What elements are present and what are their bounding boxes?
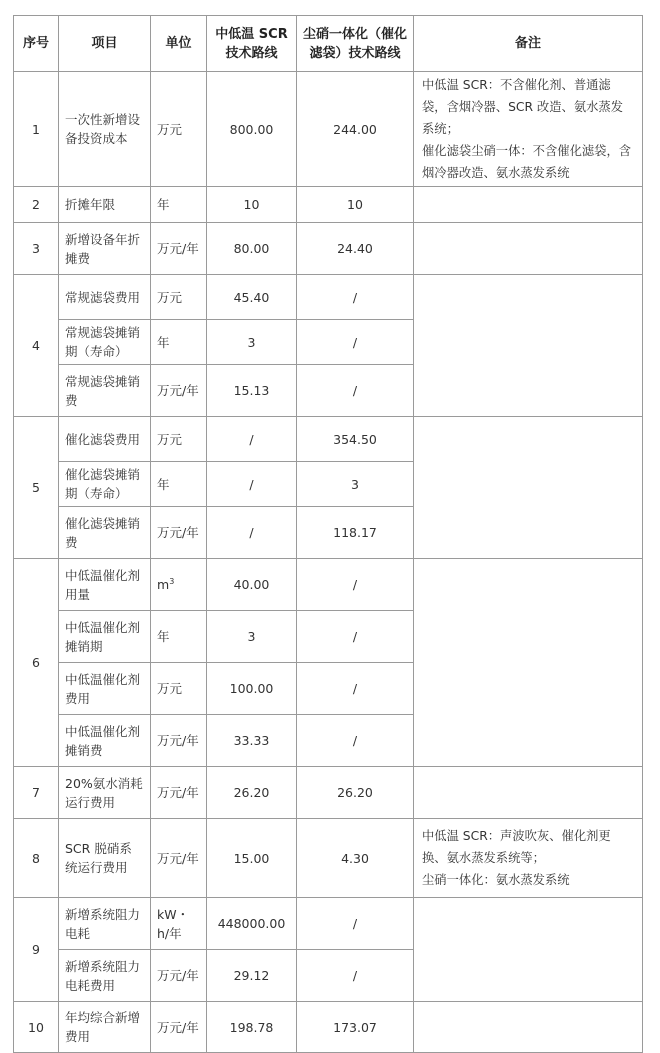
unit-cell [151, 611, 207, 663]
table-row [14, 72, 643, 187]
integrated-value-cell: 10 [297, 187, 414, 223]
table-row [14, 275, 643, 320]
item-cell: 中低温催化剂用量 [59, 559, 151, 611]
unit-cell [151, 507, 207, 559]
table-row [14, 187, 643, 223]
unit-text: kW・h/年 [157, 906, 190, 941]
header-route-scr: 中低温 SCR 技术路线 [207, 16, 297, 72]
row-seq: 7 [14, 767, 59, 819]
scr-value-cell: 29.12 [207, 950, 297, 1002]
integrated-value-cell: 3 [297, 462, 414, 507]
unit-text: 万元 [157, 431, 183, 447]
remark-cell [414, 819, 643, 898]
unit-text: m [157, 577, 170, 592]
header-unit: 单位 [151, 16, 207, 72]
table-row [14, 1002, 643, 1053]
unit-cell [151, 417, 207, 462]
table-body [14, 72, 643, 1053]
unit-text: 年 [157, 476, 170, 492]
scr-value-cell: 45.40 [207, 275, 297, 320]
item-cell: 常规滤袋摊销期（寿命） [59, 320, 151, 365]
header-row [14, 16, 643, 72]
table-row [14, 767, 643, 819]
unit-cell [151, 320, 207, 365]
integrated-value-cell: / [297, 320, 414, 365]
item-cell: 中低温催化剂摊销费 [59, 715, 151, 767]
scr-value-cell: 33.33 [207, 715, 297, 767]
integrated-value-cell: / [297, 611, 414, 663]
integrated-value-cell: 4.30 [297, 819, 414, 898]
unit-cell [151, 275, 207, 320]
unit-cell [151, 898, 207, 950]
remark-line: 催化滤袋尘硝一体：不含催化滤袋，含烟冷器改造、氨水蒸发系统 [422, 144, 632, 180]
remark-cell [414, 559, 643, 767]
scr-value-cell: 15.00 [207, 819, 297, 898]
scr-value-cell: / [207, 462, 297, 507]
item-cell: 20%氨水消耗运行费用 [59, 767, 151, 819]
unit-text: 万元/年 [157, 850, 199, 866]
unit-cell [151, 1002, 207, 1053]
scr-value-cell: 15.13 [207, 365, 297, 417]
item-cell: 新增设备年折摊费 [59, 223, 151, 275]
scr-value-cell: 80.00 [207, 223, 297, 275]
unit-text: 年 [157, 629, 170, 644]
item-cell: 新增系统阻力电耗 [59, 898, 151, 950]
scr-value-cell: 26.20 [207, 767, 297, 819]
remark-cell [414, 275, 643, 417]
unit-superscript: 3 [169, 576, 175, 586]
remark-cell [414, 1002, 643, 1053]
unit-text: 万元/年 [157, 241, 199, 256]
table-row [14, 559, 643, 611]
scr-value-cell: / [207, 417, 297, 462]
unit-cell [151, 365, 207, 417]
row-seq: 3 [14, 223, 59, 275]
unit-text: 万元/年 [157, 1019, 199, 1035]
row-seq: 9 [14, 898, 59, 1002]
unit-cell [151, 72, 207, 187]
item-cell: 年均综合新增费用 [59, 1002, 151, 1053]
remark-cell [414, 223, 643, 275]
scr-value-cell: 3 [207, 320, 297, 365]
integrated-value-cell: 118.17 [297, 507, 414, 559]
scr-value-cell: 10 [207, 187, 297, 223]
row-seq: 10 [14, 1002, 59, 1053]
integrated-value-cell: 354.50 [297, 417, 414, 462]
remark-cell [414, 72, 643, 187]
cost-comparison-table [13, 15, 643, 1053]
item-cell: 常规滤袋费用 [59, 275, 151, 320]
scr-value-cell: 198.78 [207, 1002, 297, 1053]
integrated-value-cell: 244.00 [297, 72, 414, 187]
integrated-value-cell: / [297, 950, 414, 1002]
unit-text: 万元/年 [157, 383, 199, 398]
integrated-value-cell: 173.07 [297, 1002, 414, 1053]
item-cell: 中低温催化剂费用 [59, 663, 151, 715]
item-cell: 催化滤袋摊销期（寿命） [59, 462, 151, 507]
integrated-value-cell: 26.20 [297, 767, 414, 819]
row-seq: 4 [14, 275, 59, 417]
table-row [14, 898, 643, 950]
unit-text: 年 [157, 334, 170, 350]
header-seq: 序号 [14, 16, 59, 72]
unit-cell [151, 663, 207, 715]
unit-cell [151, 767, 207, 819]
table-row [14, 417, 643, 462]
unit-text: 万元/年 [157, 525, 199, 540]
integrated-value-cell: / [297, 715, 414, 767]
item-cell: 催化滤袋摊销费 [59, 507, 151, 559]
scr-value-cell: 800.00 [207, 72, 297, 187]
row-seq: 5 [14, 417, 59, 559]
scr-value-cell: 40.00 [207, 559, 297, 611]
table-row [14, 223, 643, 275]
unit-text: 万元 [157, 289, 183, 305]
header-route-integrated: 尘硝一体化（催化滤袋）技术路线 [297, 16, 414, 72]
item-cell: 中低温催化剂摊销期 [59, 611, 151, 663]
unit-text: 万元 [157, 121, 183, 137]
remark-cell [414, 417, 643, 559]
table-row [14, 819, 643, 898]
remark-cell [414, 898, 643, 1002]
unit-cell [151, 715, 207, 767]
remark-cell [414, 187, 643, 223]
header-item: 项目 [59, 16, 151, 72]
integrated-value-cell: / [297, 559, 414, 611]
unit-text: 年 [157, 197, 170, 212]
item-cell: 折摊年限 [59, 187, 151, 223]
unit-cell [151, 819, 207, 898]
row-seq: 2 [14, 187, 59, 223]
remark-cell [414, 767, 643, 819]
remark-line: 尘硝一体化：氨水蒸发系统 [422, 873, 570, 887]
item-cell: 新增系统阻力电耗费用 [59, 950, 151, 1002]
unit-text: 万元/年 [157, 733, 199, 748]
unit-cell [151, 559, 207, 611]
unit-cell [151, 223, 207, 275]
item-cell: 常规滤袋摊销费 [59, 365, 151, 417]
integrated-value-cell: / [297, 365, 414, 417]
integrated-value-cell: 24.40 [297, 223, 414, 275]
unit-cell [151, 950, 207, 1002]
row-seq: 8 [14, 819, 59, 898]
row-seq: 6 [14, 559, 59, 767]
unit-text: 万元 [157, 681, 183, 696]
integrated-value-cell: / [297, 275, 414, 320]
integrated-value-cell: / [297, 663, 414, 715]
item-cell: 催化滤袋费用 [59, 417, 151, 462]
integrated-value-cell: / [297, 898, 414, 950]
unit-cell [151, 187, 207, 223]
header-remark: 备注 [414, 16, 643, 72]
unit-text: 万元/年 [157, 968, 199, 983]
unit-text: 万元/年 [157, 785, 199, 800]
scr-value-cell: 3 [207, 611, 297, 663]
scr-value-cell: / [207, 507, 297, 559]
unit-cell [151, 462, 207, 507]
scr-value-cell: 448000.00 [207, 898, 297, 950]
remark-line: 中低温 SCR：不含催化剂、普通滤袋，含烟冷器、SCR 改造、氨水蒸发系统； [422, 78, 624, 136]
row-seq: 1 [14, 72, 59, 187]
item-cell: 一次性新增设备投资成本 [59, 72, 151, 187]
scr-value-cell: 100.00 [207, 663, 297, 715]
item-cell: SCR 脱硝系统运行费用 [59, 819, 151, 898]
remark-line: 中低温 SCR：声波吹灰、催化剂更换、氨水蒸发系统等； [422, 829, 611, 865]
